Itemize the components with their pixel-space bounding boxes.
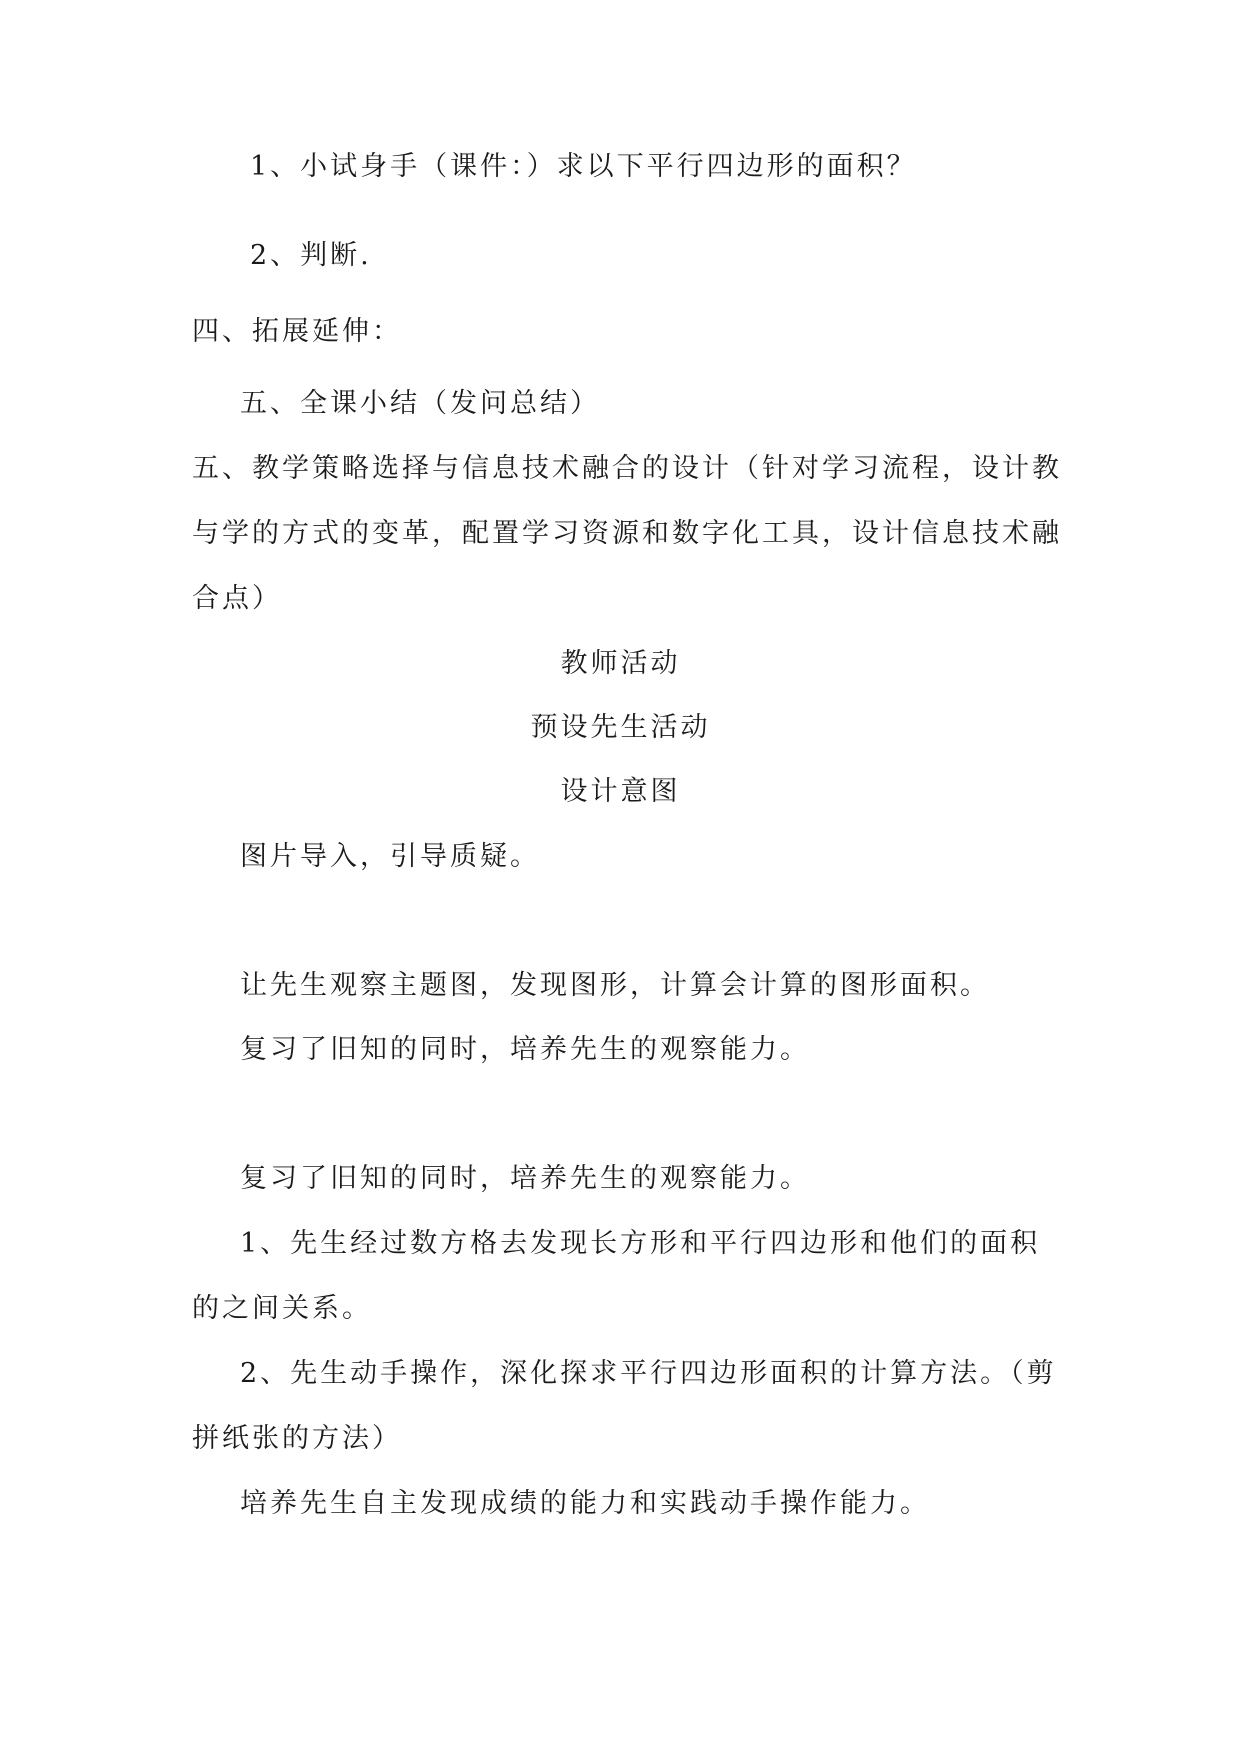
paragraph-line: 让先生观察主题图，发现图形，计算会计算的图形面积。: [240, 970, 990, 1001]
paragraph-line: 图片导入，引导质疑。: [240, 841, 540, 872]
paragraph-line: 复习了旧知的同时，培养先生的观察能力。: [240, 1163, 810, 1194]
column-header-teacher-activity: 教师活动: [560, 648, 681, 679]
section-heading-strategy: 五、教学策略选择与信息技术融合的设计（针对学习流程，设计教: [192, 453, 1062, 484]
paragraph-line: 培养先生自主发现成绩的能力和实践动手操作能力。: [240, 1488, 930, 1519]
paragraph-line: 复习了旧知的同时，培养先生的观察能力。: [240, 1034, 810, 1065]
paragraph-line: 合点）: [192, 583, 282, 614]
exercise-item-1: 1、小试身手（课件：）求以下平行四边形的面积？: [250, 151, 917, 182]
column-header-design-intent: 设计意图: [560, 776, 681, 807]
section-heading-extension: 四、拓展延伸：: [192, 316, 402, 347]
exercise-item-2: 2、判断.: [250, 240, 372, 271]
paragraph-line: 2、先生动手操作，深化探求平行四边形面积的计算方法。（剪: [240, 1358, 1057, 1389]
paragraph-line: 拼纸张的方法）: [192, 1423, 402, 1454]
paragraph-line: 与学的方式的变革，配置学习资源和数字化工具，设计信息技术融: [192, 518, 1062, 549]
column-header-student-activity: 预设先生活动: [530, 712, 711, 743]
paragraph-line: 1、先生经过数方格去发现长方形和平行四边形和他们的面积: [240, 1228, 1041, 1259]
section-heading-summary: 五、全课小结（发问总结）: [240, 388, 600, 419]
paragraph-line: 的之间关系。: [192, 1293, 372, 1324]
